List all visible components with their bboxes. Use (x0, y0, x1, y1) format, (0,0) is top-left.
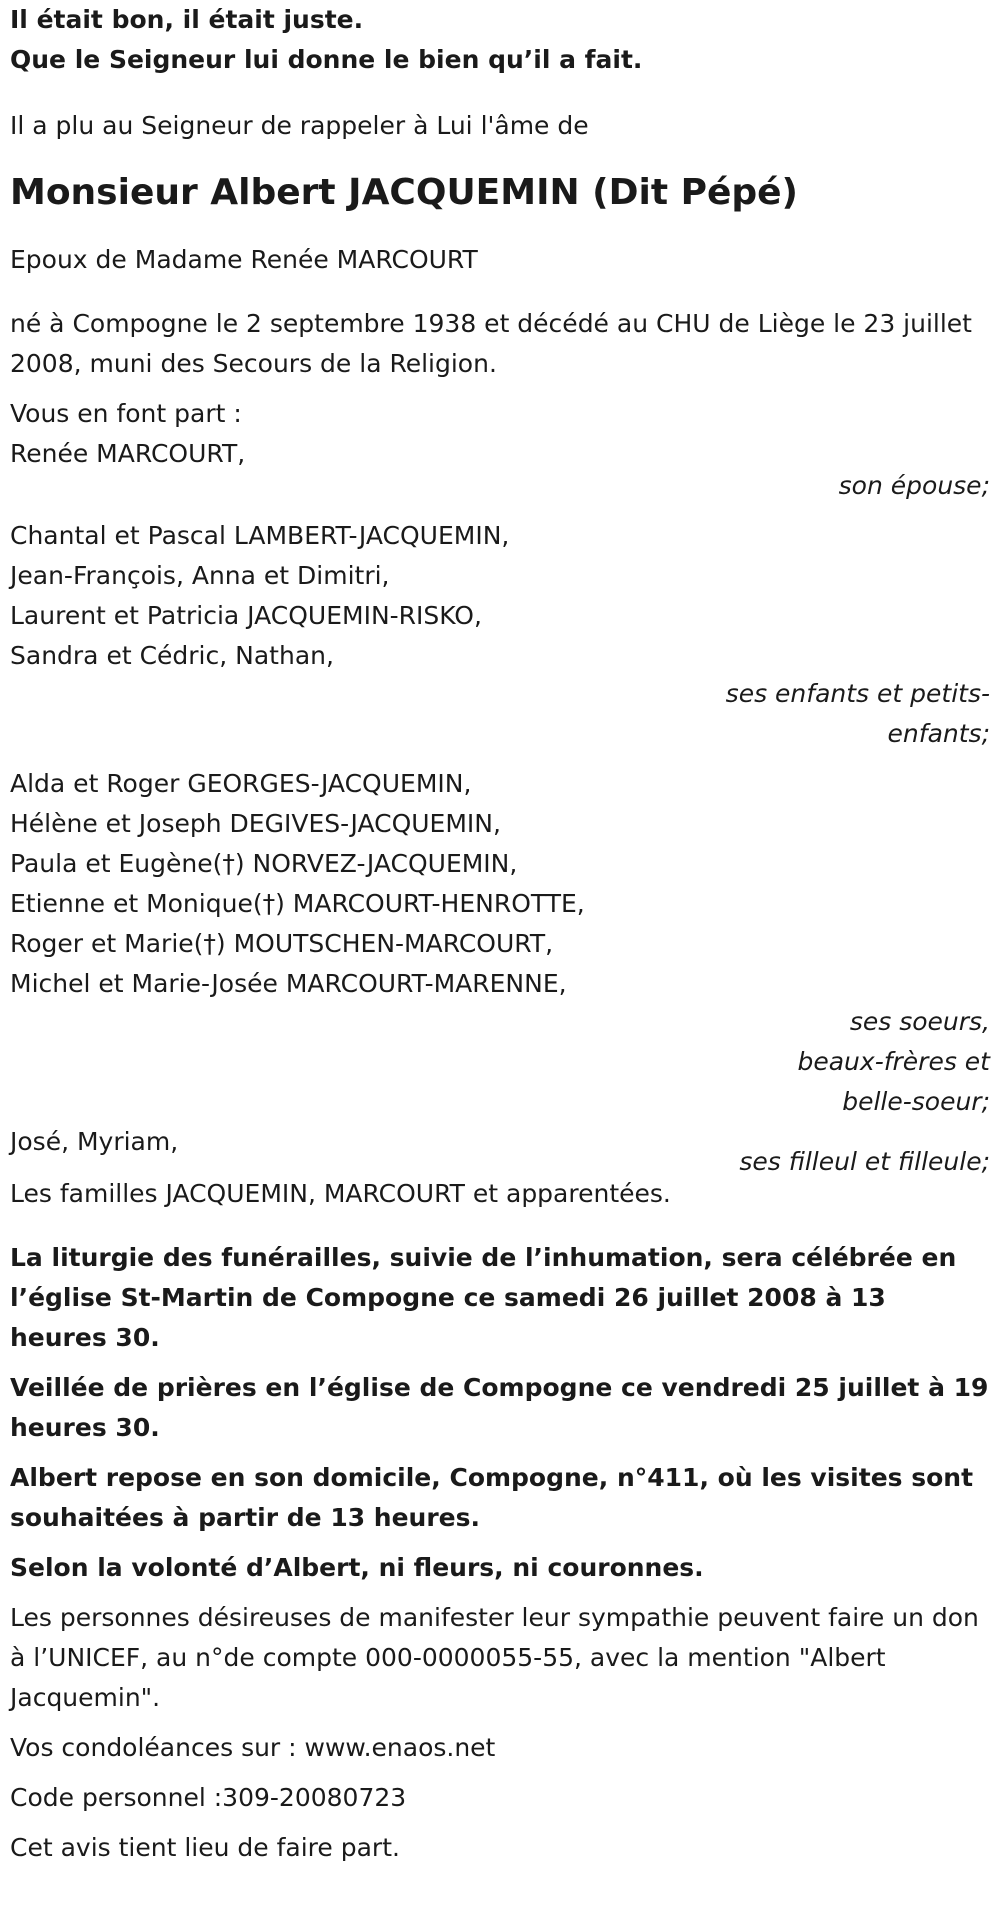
donation-info: Les personnes désireuses de manifester leur sympathie peuvent faire un don à l’UNICEF, au n°de compte 000-0000055-55, avec la mention "Albert Jacquemin". (10, 1603, 979, 1712)
relation-caption: ses filleul et filleule; (739, 1147, 990, 1176)
family-name: Laurent et Patricia JACQUEMIN-RISKO, (10, 601, 482, 630)
announcement: Il a plu au Seigneur de rappeler à Lui l'âme de (10, 111, 589, 140)
family-name: Paula et Eugène(†) NORVEZ-JACQUEMIN, (10, 849, 518, 878)
relation-caption: ses soeurs, beaux-frères et belle-soeur; (797, 1007, 990, 1116)
motto-line-2: Que le Seigneur lui donne le bien qu’il a fait. (10, 45, 643, 74)
family-name: Chantal et Pascal LAMBERT-JACQUEMIN, (10, 521, 510, 550)
condolences-line: Vos condoléances sur : www.enaos.net (10, 1733, 496, 1762)
family-group-godchildren (10, 1122, 990, 1182)
motto-line-1: Il était bon, il était juste. (10, 5, 364, 34)
family-group-children (10, 516, 990, 754)
family-group-siblings (10, 764, 990, 1122)
family-name: Sandra et Cédric, Nathan, (10, 641, 334, 670)
vigil-info: Veillée de prières en l’église de Compogne ce vendredi 25 juillet à 19 heures 30. (10, 1373, 989, 1442)
birth-death: né à Compogne le 2 septembre 1938 et décédé au CHU de Liège le 23 juillet 2008, muni des Secours de la Religion. (10, 309, 972, 378)
spouse-line: Epoux de Madame Renée MARCOURT (10, 245, 478, 274)
closing-line: Cet avis tient lieu de faire part. (10, 1833, 400, 1862)
announced-by: Vous en font part : (10, 399, 242, 428)
family-name: Jean-François, Anna et Dimitri, (10, 561, 390, 590)
relation-caption: son épouse; (838, 471, 990, 500)
family-group-spouse (10, 434, 990, 506)
family-name: Renée MARCOURT, (10, 439, 246, 468)
relation-caption: ses enfants et petits-enfants; (725, 679, 990, 748)
family-name: Alda et Roger GEORGES-JACQUEMIN, (10, 769, 472, 798)
family-name: Etienne et Monique(†) MARCOURT-HENROTTE, (10, 889, 585, 918)
deceased-name: Monsieur Albert JACQUEMIN (Dit Pépé) (10, 172, 799, 213)
family-name: Roger et Marie(†) MOUTSCHEN-MARCOURT, (10, 929, 554, 958)
wish-info: Selon la volonté d’Albert, ni fleurs, ni couronnes. (10, 1553, 704, 1582)
family-name: Hélène et Joseph DEGIVES-JACQUEMIN, (10, 809, 501, 838)
rest-info: Albert repose en son domicile, Compogne, n°411, où les visites sont souhaitées à partir de 13 heures. (10, 1463, 974, 1532)
families-line: Les familles JACQUEMIN, MARCOURT et apparentées. (10, 1179, 671, 1208)
personal-code: Code personnel :309-20080723 (10, 1783, 407, 1812)
family-name: José, Myriam, (10, 1127, 179, 1156)
family-name: Michel et Marie-Josée MARCOURT-MARENNE, (10, 969, 567, 998)
liturgy-info: La liturgie des funérailles, suivie de l’inhumation, sera célébrée en l’église St-Martin de Compogne ce samedi 26 juillet 2008 à 13 heures 30. (10, 1243, 957, 1352)
